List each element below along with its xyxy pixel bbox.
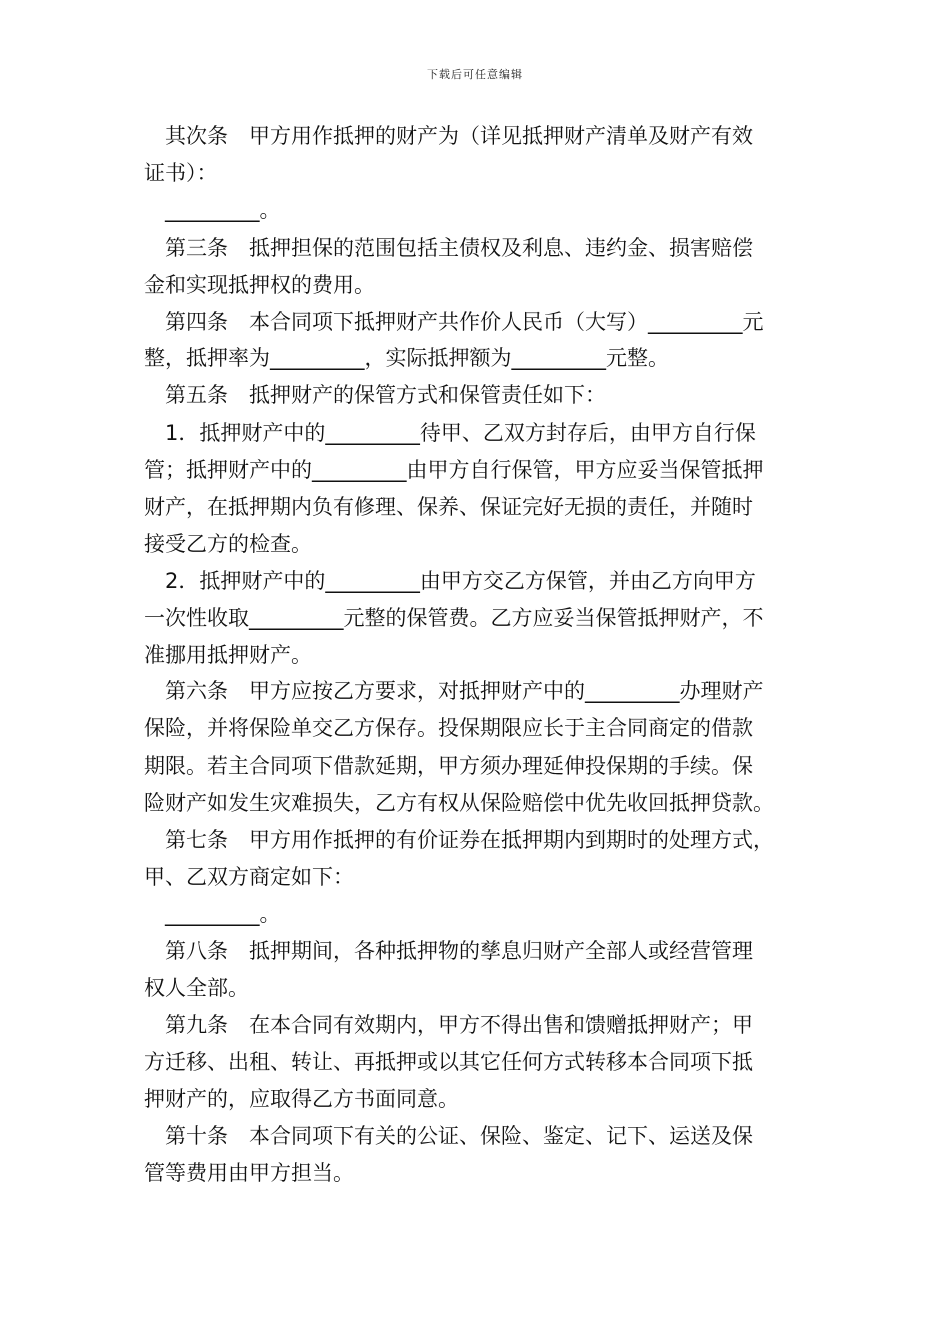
text-line: 准挪用抵押财产。 <box>144 643 312 667</box>
text-line: _________。 <box>144 902 281 926</box>
text-line: 第九条 在本合同有效期内，甲方不得出售和馈赠抵押财产；甲 <box>144 1013 753 1037</box>
text-line: 第八条 抵押期间，各种抵押物的孳息归财产全部人或经营管理 <box>144 939 753 963</box>
text-line: 押财产的，应取得乙方书面同意。 <box>144 1087 459 1111</box>
text-line: 保险，并将保险单交乙方保存。投保期限应长于主合同商定的借款 <box>144 716 753 740</box>
text-line: 一次性收取_________元整的保管费。乙方应妥当保管抵押财产，不 <box>144 606 764 630</box>
text-line: _________。 <box>144 198 281 222</box>
page-header: 下载后可任意编辑 <box>427 68 523 81</box>
text-line: 第三条 抵押担保的范围包括主债权及利息、违约金、损害赔偿 <box>144 236 753 260</box>
text-line: 第六条 甲方应按乙方要求，对抵押财产中的_________办理财产 <box>144 679 764 703</box>
text-line: 方迁移、出租、转让、再抵押或以其它任何方式转移本合同项下抵 <box>144 1050 753 1074</box>
text-line: 第七条 甲方用作抵押的有价证券在抵押期内到期时的处理方式， <box>144 828 774 852</box>
text-line: 管；抵押财产中的_________由甲方自行保管，甲方应妥当保管抵押 <box>144 458 764 482</box>
text-line: 接受乙方的检查。 <box>144 532 312 556</box>
text-line: 1．抵押财产中的_________待甲、乙双方封存后，由甲方自行保 <box>144 421 756 445</box>
text-line: 险财产如发生灾难损失，乙方有权从保险赔偿中优先收回抵押贷款。 <box>144 791 774 815</box>
text-line: 权人全部。 <box>144 976 249 1000</box>
text-line: 第十条 本合同项下有关的公证、保险、鉴定、记下、运送及保 <box>144 1124 753 1148</box>
text-line: 2．抵押财产中的_________由甲方交乙方保管，并由乙方向甲方 <box>144 569 756 593</box>
text-line: 金和实现抵押权的费用。 <box>144 273 375 297</box>
text-line: 第四条 本合同项下抵押财产共作价人民币（大写）_________元 <box>144 310 764 334</box>
text-line: 整，抵押率为_________，实际抵押额为_________元整。 <box>144 346 669 370</box>
text-line: 其次条 甲方用作抵押的财产为（详见抵押财产清单及财产有效 <box>144 124 753 148</box>
text-line: 第五条 抵押财产的保管方式和保管责任如下： <box>144 383 606 407</box>
text-line: 财产，在抵押期内负有修理、保养、保证完好无损的责任，并随时 <box>144 495 753 519</box>
text-line: 期限。若主合同项下借款延期，甲方须办理延伸投保期的手续。保 <box>144 754 753 778</box>
text-line: 管等费用由甲方担当。 <box>144 1161 354 1185</box>
text-line: 甲、乙双方商定如下： <box>144 865 354 889</box>
text-line: 证书）： <box>144 161 218 185</box>
